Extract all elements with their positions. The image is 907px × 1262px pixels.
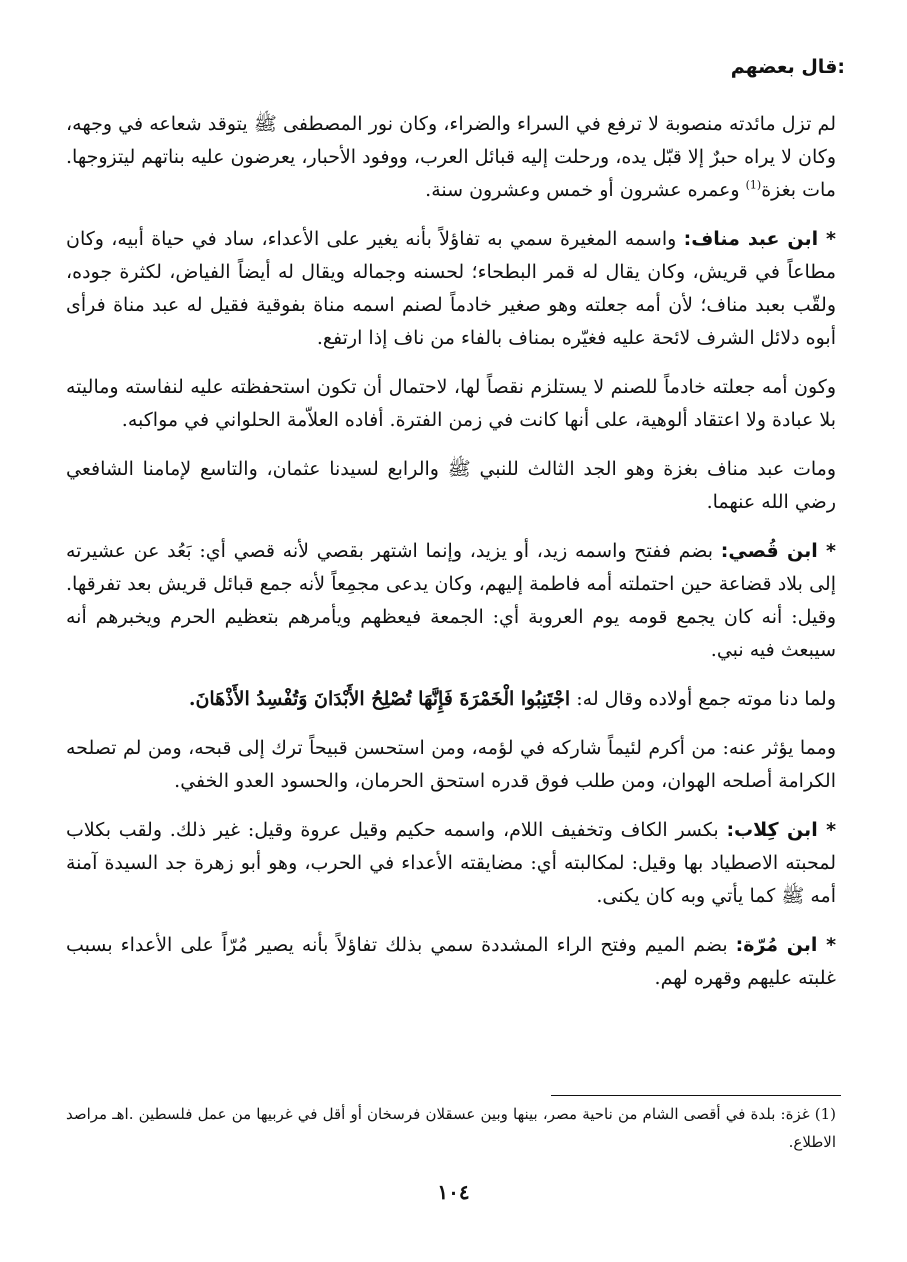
paragraph-text: ولما دنا موته جمع أولاده وقال له: <box>570 688 836 710</box>
entry-term: * ابن مُرّة: <box>735 934 837 956</box>
quote-text: اجْتَنِبُوا الْخَمْرَةَ فَإِنَّهَا تُصْلِحُ الأَبْدَانَ وَتُفْسِدُ الأَذْهَانَ. <box>188 688 571 710</box>
footnote-text: (1) غزة: بلدة في أقصى الشام من ناحية مصر، بينها وبين عسقلان فرسخان أو أقل في غربيها من عمل فلسطين .اهـ مراصد الاطلاع. <box>66 1105 836 1151</box>
main-text <box>66 108 836 995</box>
footnote-reference[interactable]: (1) <box>745 178 762 192</box>
entry-term: * ابن كِلاب: <box>726 819 837 841</box>
paragraph-mother-servant: وكون أمه جعلته خادماً للصنم لا يستلزم نقصاً لها، لاحتمال أن تكون استحفظته عليه لنفاسته وماليته بلا عبادة ولا اعتقاد ألوهية، على أنها كانت في زمن الفترة. أفاده العلاّمة الحلواني في مواكبه. <box>66 376 836 431</box>
entry-ibn-qusay <box>66 535 836 667</box>
entry-ibn-abd-manaf <box>66 223 836 355</box>
footnote-divider <box>551 1095 841 1096</box>
paragraph-death-gaza: ومات عبد مناف بغزة وهو الجد الثالث للنبي ﷺ والرابع لسيدنا عثمان، والتاسع لإمامنا الشافعي رضي الله عنهما. <box>66 458 836 513</box>
paragraph-description <box>66 108 836 207</box>
entry-text: بضم ففتح واسمه زيد، أو يزيد، وإنما اشتهر بقصي لأنه قصي أي: بَعُد عن عشيرته إلى بلاد قضاعة حين احتملته أمه فاطمة إليهم، وكان يدعى مجمِعاً لأنه جمع قبائل قريش بعد تفرقها. وقيل: أنه كان يجمع قومه يوم العروبة أي: الجمعة فيعظهم ويأمرهم بتعظيم الحرم ويخبرهم أنه سيبعث فيه نبي. <box>66 540 836 661</box>
entry-text: بكسر الكاف وتخفيف اللام، واسمه حكيم وقيل عروة وقيل: غير ذلك. ولقب بكلاب لمحبته الاصطياد بها وقيل: لمكالبته أي: مضايقته الأعداء في الحرب، وهو أبو زهرة جد السيدة آمنة أمه ﷺ كما يأتي وبه كان يكنى. <box>66 819 836 907</box>
paragraph-last-words <box>66 683 836 716</box>
paragraph-sayings: ومما يؤثر عنه: من أكرم لئيماً شاركه في لؤمه، ومن استحسن قبيحاً ترك إلى قبحه، ومن لم تصلحه الكرامة أصلحه الهوان، ومن طلب فوق قدره استحق الحرمان، والحسود العدو الخفي. <box>66 737 836 792</box>
entry-text: واسمه المغيرة سمي به تفاؤلاً بأنه يغير على الأعداء، ساد في حياة أبيه، وكان مطاعاً في قريش، وكان يقال له قمر البطحاء؛ لحسنه وجماله ويقال له أيضاً الفياض، لكثرة جوده، ولقّب بعبد مناف؛ لأن أمه جعلته وهو صغير خادماً لصنم اسمه مناة بفوقية فقيل له عبد مناة فرأى أبوه دلائل الشرف لائحة عليه فغيّره بمناف بالفاء من ناف إذا ارتفع. <box>66 228 836 349</box>
entry-text: بضم الميم وفتح الراء المشددة سمي بذلك تفاؤلاً بأنه يصير مُرّاً على الأعداء بسبب غلبته عليهم وقهره لهم. <box>66 934 836 989</box>
entry-term: * ابن عبد مناف: <box>683 228 836 250</box>
entry-ibn-murra <box>66 929 836 995</box>
entry-term: * ابن قُصي: <box>720 540 836 562</box>
page-number: ١٠٤ <box>437 1180 470 1204</box>
paragraph-text: لم تزل مائدته منصوبة لا ترفع في السراء والضراء، وكان نور المصطفى ﷺ يتوقد شعاعه في وجهه، وكان لا يراه حبرٌ إلا قبّل يده، ورحلت إليه قبائل العرب، ووفود الأحبار، يعرضون عليه بناتهم ليتزوجها. مات بغزة <box>66 113 836 201</box>
section-heading: قال بعضهم: <box>730 56 845 78</box>
paragraph-text: وعمره عشرون أو خمس وعشرون سنة. <box>425 179 746 201</box>
entry-ibn-kilab <box>66 814 836 913</box>
footnote <box>66 1100 836 1156</box>
